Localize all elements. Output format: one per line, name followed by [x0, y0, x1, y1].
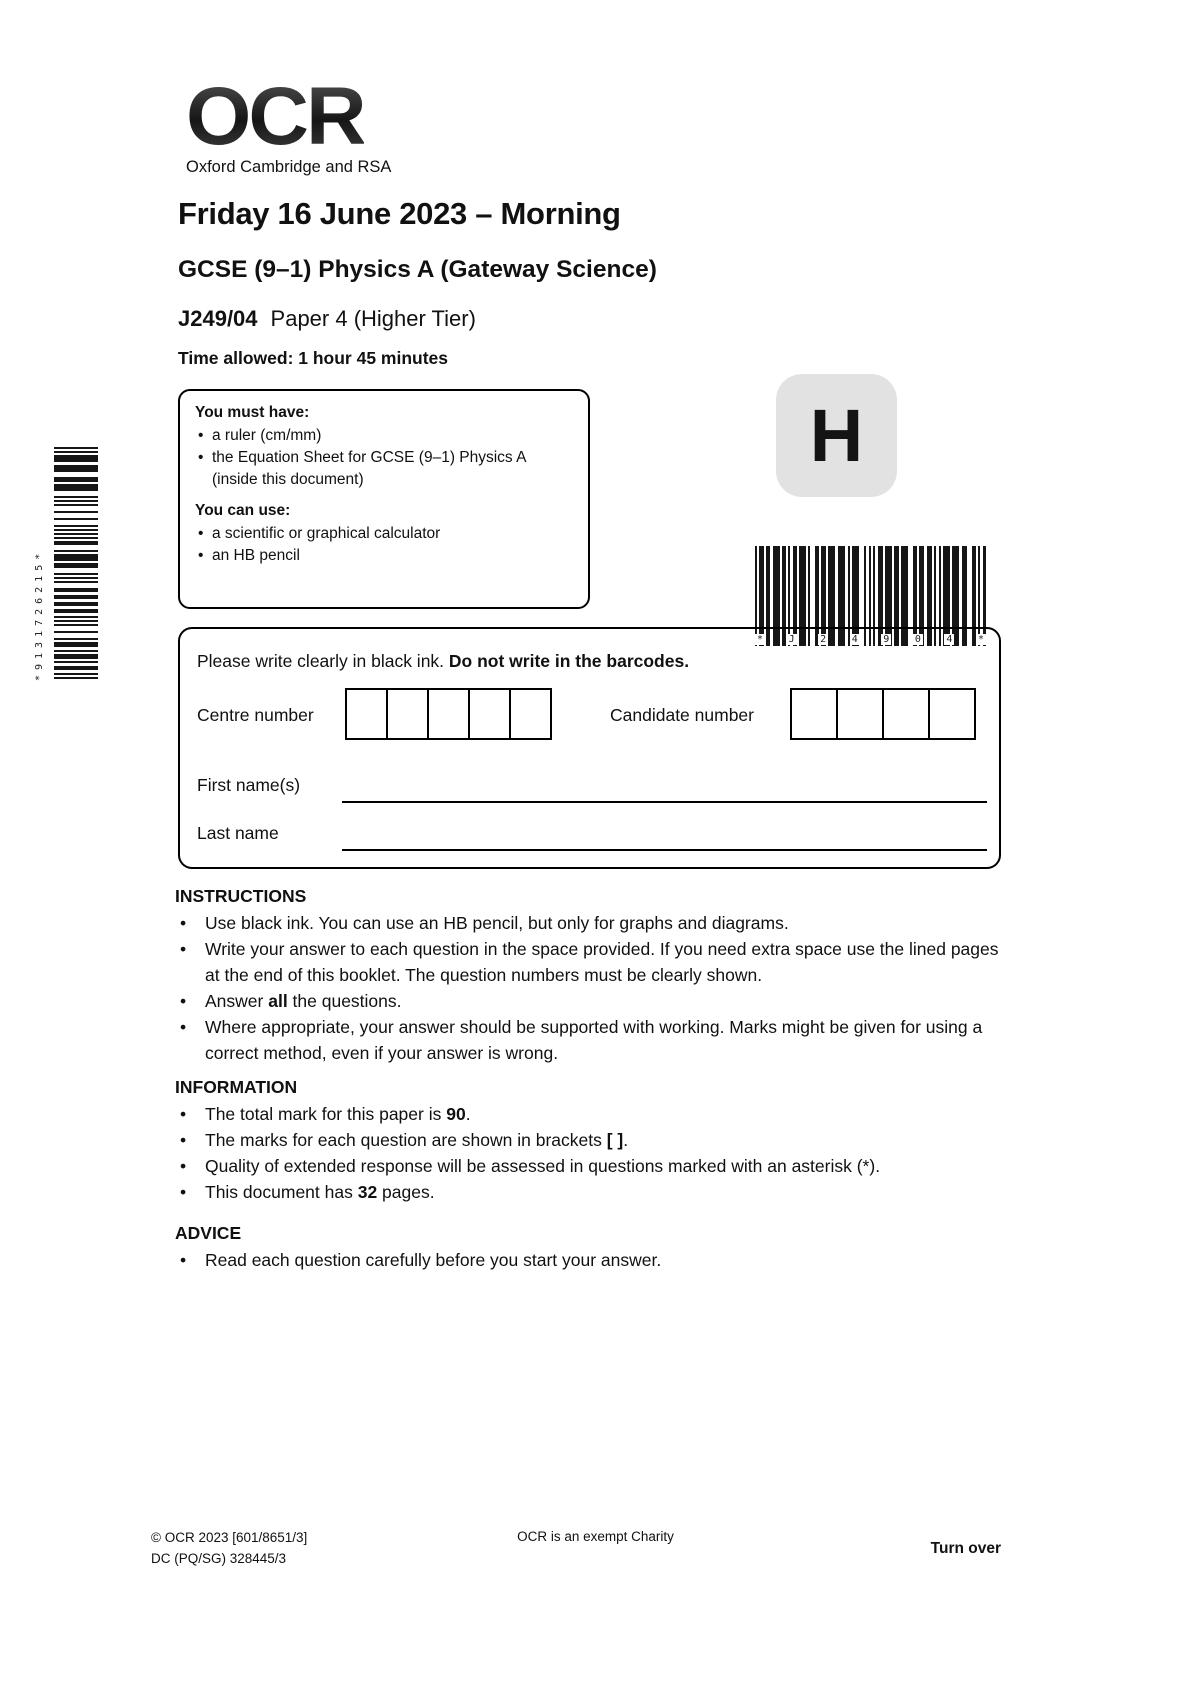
number-cell[interactable]	[836, 688, 884, 740]
can-use-heading: You can use:	[195, 502, 291, 519]
ocr-logo	[186, 70, 392, 177]
barcode-char: 9	[883, 634, 890, 645]
list-item: • the Equation Sheet for GCSE (9–1) Physics A (inside this document)	[195, 447, 573, 491]
paper-title: Paper 4 (Higher Tier)	[270, 306, 476, 331]
number-cell[interactable]	[427, 688, 470, 740]
ink-notice-regular: Please write clearly in black ink.	[197, 651, 449, 671]
number-cell[interactable]	[386, 688, 429, 740]
first-name-field[interactable]	[342, 801, 987, 803]
side-barcode-icon	[54, 447, 98, 679]
centre-number-field[interactable]	[345, 688, 552, 740]
barcode-char: *	[977, 634, 984, 645]
information-list	[175, 1101, 1008, 1205]
bullet-item: • Read each question carefully before you start your answer.	[175, 1247, 1008, 1273]
bullet-item: • Answer all the questions.	[175, 988, 1008, 1014]
ocr-logo-text: OCR	[186, 70, 364, 162]
barcode-char: 0	[914, 634, 921, 645]
advice-heading: ADVICE	[175, 1223, 242, 1243]
materials-box	[178, 389, 590, 609]
advice-list	[175, 1247, 1008, 1273]
advice-section	[175, 1223, 1008, 1273]
turn-over-label: Turn over	[930, 1540, 1001, 1557]
number-cell[interactable]	[790, 688, 838, 740]
number-cell[interactable]	[468, 688, 511, 740]
number-cell[interactable]	[509, 688, 552, 740]
last-name-label: Last name	[197, 823, 279, 843]
barcode-char: *	[757, 634, 764, 645]
time-allowed: Time allowed: 1 hour 45 minutes	[178, 348, 449, 368]
footer-charity: OCR is an exempt Charity	[517, 1529, 674, 1544]
barcode-char: 4	[851, 634, 858, 645]
ocr-logo-subtitle: Oxford Cambridge and RSA	[186, 158, 392, 177]
bullet-item: • Where appropriate, your answer should be supported with working. Marks might be given for using a correct method, even if your answer is wrong.	[175, 1014, 1008, 1066]
instructions-heading: INSTRUCTIONS	[175, 886, 307, 906]
candidate-details-box	[178, 627, 1001, 869]
number-cell[interactable]	[345, 688, 388, 740]
barcode-char: 2	[820, 634, 827, 645]
number-cell[interactable]	[882, 688, 930, 740]
bullet-item: • This document has 32 pages.	[175, 1179, 1008, 1205]
footer-dc-code: DC (PQ/SG) 328445/3	[151, 1550, 287, 1566]
bullet-item: • Use black ink. You can use an HB pencil, but only for graphs and diagrams.	[175, 910, 1008, 936]
first-name-label: First name(s)	[197, 775, 301, 795]
tier-letter: H	[809, 394, 864, 477]
candidate-number-label: Candidate number	[610, 705, 754, 725]
paper-code-line	[178, 306, 476, 332]
centre-number-label: Centre number	[197, 705, 314, 725]
exam-date-title: Friday 16 June 2023 – Morning	[178, 196, 621, 231]
number-cell[interactable]	[928, 688, 976, 740]
list-item: • a scientific or graphical calculator	[195, 523, 573, 545]
bullet-item: • Quality of extended response will be assessed in questions marked with an asterisk (*).	[175, 1153, 1008, 1179]
ink-notice-bold: Do not write in the barcodes.	[448, 651, 690, 671]
barcode-char: J	[788, 634, 795, 645]
instructions-list	[175, 910, 1008, 1066]
higher-tier-badge	[776, 374, 897, 497]
instructions-section	[175, 886, 1008, 1066]
candidate-number-field[interactable]	[790, 688, 976, 740]
must-have-heading: You must have:	[195, 404, 310, 421]
bullet-item: • The total mark for this paper is 90.	[175, 1101, 1008, 1127]
side-barcode-label: *9131726215*	[34, 548, 45, 681]
list-item: • a ruler (cm/mm)	[195, 425, 573, 447]
information-heading: INFORMATION	[175, 1077, 298, 1097]
bullet-item: • Write your answer to each question in the space provided. If you need extra space use the lined pages at the end of this booklet. The question numbers must be clearly shown.	[175, 936, 1008, 988]
can-use-list	[195, 523, 573, 567]
qualification-title: GCSE (9–1) Physics A (Gateway Science)	[178, 256, 657, 283]
footer-copyright: © OCR 2023 [601/8651/3]	[151, 1530, 308, 1545]
paper-code: J249/04	[178, 306, 258, 331]
barcode-char: 4	[946, 634, 953, 645]
bullet-item: • The marks for each question are shown in brackets [ ].	[175, 1127, 1008, 1153]
last-name-field[interactable]	[342, 849, 987, 851]
must-have-list	[195, 425, 573, 491]
list-item: • an HB pencil	[195, 545, 573, 567]
ink-notice	[197, 651, 689, 672]
information-section	[175, 1077, 1008, 1205]
